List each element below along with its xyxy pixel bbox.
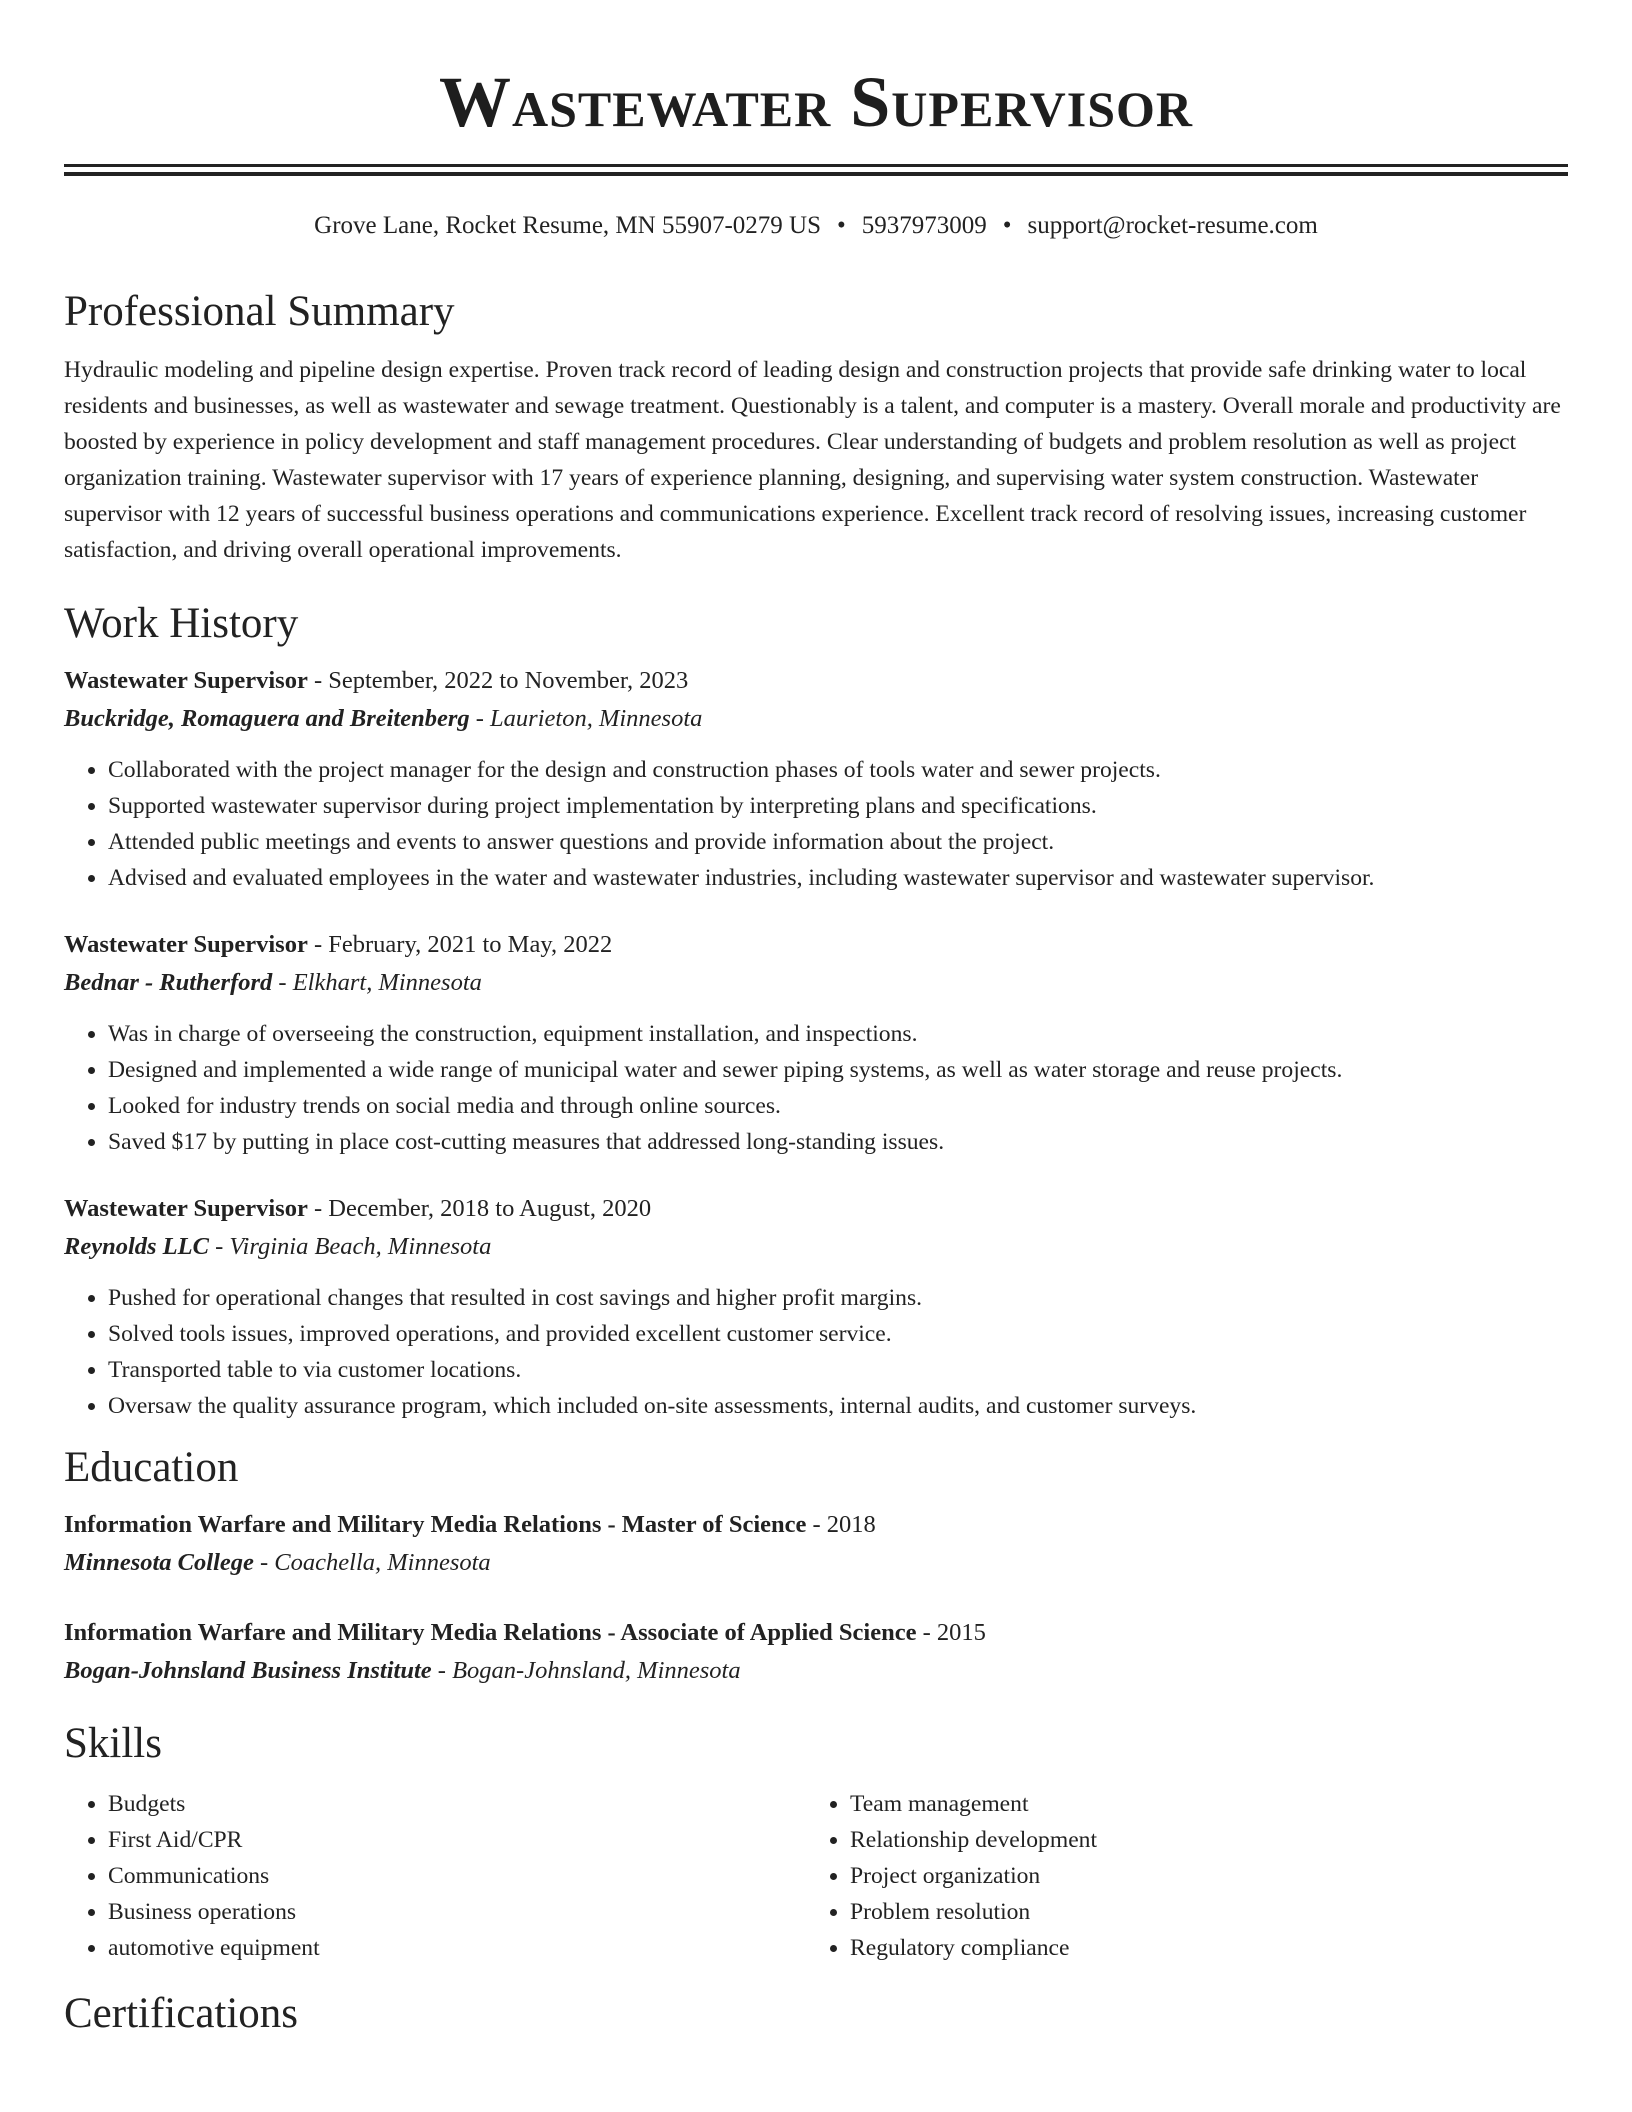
- skill-item: • Business operations: [108, 1894, 806, 1930]
- contact-phone: 5937973009: [861, 212, 987, 239]
- job-bullets: [64, 752, 1568, 896]
- certifications-section: [64, 1988, 1568, 2040]
- skill-item: • Team management: [850, 1786, 1548, 1822]
- job-title: Wastewater Supervisor: [64, 1195, 308, 1222]
- job-bullet: • Oversaw the quality assurance program, which included on-site assessments, internal audits, and customer surveys.: [108, 1388, 1568, 1424]
- skills-column-left: [64, 1786, 806, 1966]
- job-location: - Laurieton, Minnesota: [469, 705, 703, 732]
- job-company-line: [64, 700, 1568, 738]
- summary-text: Hydraulic modeling and pipeline design expertise. Proven track record of leading design and construction projects that provide safe drinking water to local residents and businesses, as well as wastewater and sewage treatment. Questionably is a talent, and computer is a mastery. Overall morale and productivity are boosted by experience in policy development and staff management procedures. Clear understanding of budgets and problem resolution as well as project organization training. Wastewater supervisor with 17 years of experience planning, designing, and supervising water system construction. Wastewater supervisor with 12 years of successful business operations and communications experience. Excellent track record of resolving issues, increasing customer satisfaction, and driving overall operational improvements.: [64, 357, 1561, 563]
- work-history-section: [64, 598, 1568, 1424]
- job-bullet: • Was in charge of overseeing the construction, equipment installation, and inspections.: [108, 1016, 1568, 1052]
- skills-section: [64, 1718, 1568, 1966]
- job-dates: - February, 2021 to May, 2022: [307, 931, 613, 958]
- degree-line: [64, 1506, 1568, 1544]
- header-rule-top: [64, 164, 1568, 167]
- skills-list: [806, 1786, 1548, 1966]
- skill-item: • Budgets: [108, 1786, 806, 1822]
- skill-item: • Problem resolution: [850, 1894, 1548, 1930]
- summary-heading: Professional Summary: [64, 288, 455, 335]
- school-line: [64, 1652, 1568, 1690]
- job-bullet: • Collaborated with the project manager for the design and construction phases of tools water and sewer projects.: [108, 752, 1568, 788]
- job-company: Buckridge, Romaguera and Breitenberg: [64, 705, 470, 732]
- skills-columns: [64, 1786, 1568, 1966]
- contact-address: Grove Lane, Rocket Resume, MN 55907-0279 US: [314, 212, 822, 239]
- skill-item: • First Aid/CPR: [108, 1822, 806, 1858]
- job-bullet: • Transported table to via customer locations.: [108, 1352, 1568, 1388]
- certifications-heading: Certifications: [64, 1990, 299, 2037]
- job-location: - Virginia Beach, Minnesota: [208, 1233, 492, 1260]
- degree-year: - 2015: [916, 1619, 986, 1646]
- job-title: Wastewater Supervisor: [64, 931, 308, 958]
- job-bullets: [64, 1016, 1568, 1160]
- header-rule-bottom: [64, 172, 1568, 176]
- degree-line: [64, 1614, 1568, 1652]
- school-location: - Bogan-Johnsland, Minnesota: [431, 1657, 741, 1684]
- job-bullet: • Solved tools issues, improved operations, and provided excellent customer service.: [108, 1316, 1568, 1352]
- job-company: Bednar - Rutherford: [64, 969, 273, 996]
- job-company-line: [64, 964, 1568, 1002]
- job-bullet: • Saved $17 by putting in place cost-cutting measures that addressed long-standing issues.: [108, 1124, 1568, 1160]
- resume-page: [64, 0, 1568, 2040]
- job-dates: - September, 2022 to November, 2023: [307, 667, 689, 694]
- job-bullet: • Attended public meetings and events to answer questions and provide information about the project.: [108, 824, 1568, 860]
- education-section: [64, 1442, 1568, 1690]
- job-title-line: [64, 662, 1568, 700]
- education-heading: Education: [64, 1444, 239, 1491]
- job-bullet: • Advised and evaluated employees in the water and wastewater industries, including wastewater supervisor and wastewater supervisor.: [108, 860, 1568, 896]
- job-entry: [64, 662, 1568, 896]
- degree: Information Warfare and Military Media Relations - Master of Science: [64, 1511, 807, 1538]
- school-location: - Coachella, Minnesota: [253, 1549, 491, 1576]
- degree-year: - 2018: [806, 1511, 876, 1538]
- school-name: Bogan-Johnsland Business Institute: [64, 1657, 432, 1684]
- school-line: [64, 1544, 1568, 1582]
- contact-line: [64, 210, 1568, 242]
- job-bullets: [64, 1280, 1568, 1424]
- skill-item: • Regulatory compliance: [850, 1930, 1548, 1966]
- skill-item: • Communications: [108, 1858, 806, 1894]
- job-bullet: • Supported wastewater supervisor during project implementation by interpreting plans and specifications.: [108, 788, 1568, 824]
- contact-separator: •: [1002, 212, 1012, 239]
- degree: Information Warfare and Military Media Relations - Associate of Applied Science: [64, 1619, 917, 1646]
- skill-item: • automotive equipment: [108, 1930, 806, 1966]
- skill-item: • Relationship development: [850, 1822, 1548, 1858]
- job-dates: - December, 2018 to August, 2020: [307, 1195, 652, 1222]
- job-company-line: [64, 1228, 1568, 1266]
- job-entry: [64, 1190, 1568, 1424]
- job-bullet: • Pushed for operational changes that resulted in cost savings and higher profit margins.: [108, 1280, 1568, 1316]
- contact-separator: •: [837, 212, 846, 239]
- skill-item: • Project organization: [850, 1858, 1548, 1894]
- education-entry: [64, 1506, 1568, 1582]
- work-history-heading: Work History: [64, 600, 299, 647]
- job-bullet: • Looked for industry trends on social media and through online sources.: [108, 1088, 1568, 1124]
- skills-heading: Skills: [64, 1720, 162, 1767]
- candidate-name: Wastewater Supervisor: [438, 62, 1194, 142]
- summary-section: [64, 286, 1568, 568]
- contact-email: support@rocket-resume.com: [1027, 212, 1318, 239]
- job-company: Reynolds LLC: [64, 1233, 209, 1260]
- skills-list: [64, 1786, 806, 1966]
- job-bullet: • Designed and implemented a wide range of municipal water and sewer piping systems, as well as water storage and reuse projects.: [108, 1052, 1568, 1088]
- school-name: Minnesota College: [64, 1549, 254, 1576]
- job-location: - Elkhart, Minnesota: [272, 969, 482, 996]
- education-entry: [64, 1614, 1568, 1690]
- job-entry: [64, 926, 1568, 1160]
- job-title: Wastewater Supervisor: [64, 667, 308, 694]
- job-title-line: [64, 926, 1568, 964]
- skills-column-right: [806, 1786, 1548, 1966]
- job-title-line: [64, 1190, 1568, 1228]
